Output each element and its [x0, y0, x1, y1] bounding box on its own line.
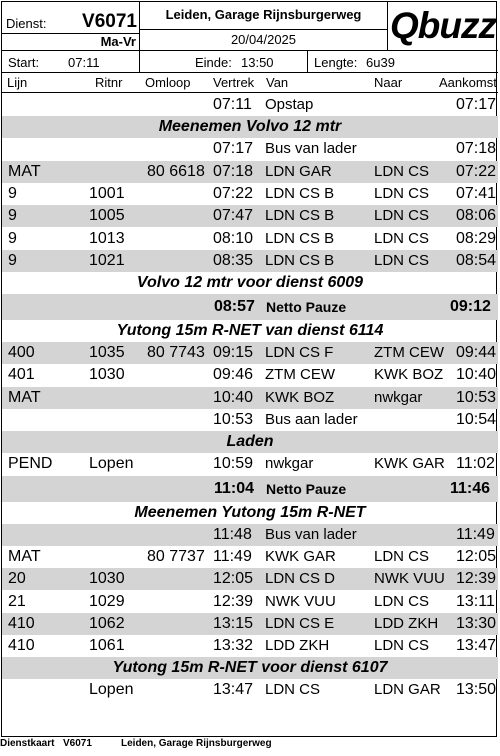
col-naar: Naar — [374, 75, 403, 90]
cell-lijn: 9 — [8, 207, 17, 225]
cell-ritnr: 1021 — [89, 251, 125, 269]
table-row — [2, 568, 498, 590]
table-row — [2, 364, 498, 386]
cell-aankomst: 13:11 — [456, 592, 495, 610]
cell-ritnr: 1013 — [89, 229, 125, 247]
date: 20/04/2025 — [230, 32, 297, 47]
col-ritnr: Ritnr — [95, 75, 123, 90]
cell-van: ZTM CEW — [265, 366, 335, 384]
section-title: Yutong 15m R-NET van dienst 6114 — [116, 322, 384, 340]
table-row — [2, 387, 498, 409]
col-vertrek: Vertrek — [213, 75, 255, 90]
cell-lijn: MAT — [8, 547, 41, 565]
cell-lijn: 9 — [8, 184, 17, 202]
length-cell — [308, 51, 498, 73]
cell-naar: ZTM CEW — [374, 344, 444, 362]
table-row — [2, 228, 498, 250]
col-omloop: Omloop — [145, 75, 191, 90]
cell-naar: KWK BOZ — [374, 366, 444, 384]
cell-ritnr: 1001 — [89, 184, 125, 202]
cell-lijn: 410 — [8, 614, 35, 632]
cell-naar: LDN CS — [374, 637, 430, 655]
cell-naar: LDN CS — [374, 592, 430, 610]
cell-aankomst: 12:39 — [456, 570, 497, 588]
cell-van: LDN CS B — [265, 184, 335, 202]
cell-vertrek: 12:05 — [213, 570, 254, 588]
cell-van: KWK BOZ — [265, 388, 335, 406]
start-label: Start: — [8, 55, 40, 70]
cell-naar: LDN CS — [374, 251, 430, 269]
pause-start: 11:04 — [214, 479, 255, 497]
cell-vertrek: 10:59 — [213, 455, 254, 473]
table-row — [2, 409, 498, 431]
cell-aankomst: 08:29 — [456, 229, 497, 247]
cell-vertrek: 11:48 — [213, 525, 252, 543]
cell-ritnr: 1035 — [89, 344, 125, 362]
pause-end: 11:46 — [450, 479, 491, 497]
footer-dienst: V6071 — [63, 738, 92, 749]
cell-aankomst: 11:49 — [456, 525, 495, 543]
cell-aankomst: 07:18 — [456, 140, 497, 158]
cell-ritnr: 1030 — [89, 366, 125, 384]
table-row — [2, 546, 498, 568]
length-label: Lengte: — [314, 55, 358, 70]
cell-aankomst: 12:05 — [456, 547, 497, 565]
table-row — [2, 138, 498, 160]
logo-box — [388, 2, 498, 51]
cell-aankomst: 07:22 — [456, 162, 497, 180]
day-type-box — [2, 34, 140, 51]
table-row — [2, 613, 498, 635]
end-value: 13:50 — [241, 55, 274, 70]
cell-aankomst: 13:47 — [456, 637, 497, 655]
cell-lijn: 410 — [8, 637, 35, 655]
cell-vertrek: 11:49 — [213, 547, 252, 565]
cell-vertrek: 13:32 — [213, 637, 254, 655]
cell-vertrek: 09:15 — [213, 344, 254, 362]
cell-aankomst: 08:06 — [456, 207, 497, 225]
pause-start: 08:57 — [214, 298, 255, 316]
cell-omloop: 80 7737 — [147, 547, 205, 565]
cell-van: Bus van lader — [265, 140, 357, 158]
cell-naar: LDN CS — [374, 162, 430, 180]
table-row — [2, 524, 498, 546]
cell-van: LDN CS D — [265, 570, 336, 588]
cell-van: LDD ZKH — [265, 637, 330, 655]
table-row — [2, 250, 498, 272]
cell-naar: LDN CS — [374, 184, 430, 202]
cell-van: LDN CS B — [265, 251, 335, 269]
cell-lijn: 400 — [8, 344, 35, 362]
cell-vertrek: 13:47 — [213, 681, 254, 699]
col-aankomst: Aankomst — [439, 75, 497, 90]
table-row — [2, 205, 498, 227]
dienst-box — [2, 2, 140, 34]
pause-row — [2, 294, 498, 320]
cell-vertrek: 09:46 — [213, 366, 254, 384]
cell-lijn: PEND — [8, 455, 53, 473]
section-title: Laden — [2, 431, 498, 453]
footer-label: Dienstkaart — [0, 738, 55, 749]
cell-aankomst: 09:44 — [456, 344, 497, 362]
table-row — [2, 591, 498, 613]
cell-ritnr: 1061 — [89, 637, 125, 655]
cell-lijn: 20 — [8, 570, 26, 588]
table-row — [2, 183, 498, 205]
cell-lijn: MAT — [8, 388, 41, 406]
cell-lijn: 401 — [8, 366, 35, 384]
table-row — [2, 342, 498, 364]
cell-vertrek: 10:53 — [213, 411, 254, 428]
column-header-row — [2, 73, 498, 93]
table-row — [2, 161, 498, 183]
cell-vertrek: 07:18 — [213, 162, 254, 180]
cell-lijn: 9 — [8, 251, 17, 269]
cell-van: LDN CS B — [265, 207, 335, 225]
cell-ritnr: 1030 — [89, 570, 125, 588]
cell-van: Bus van lader — [265, 525, 357, 543]
cell-van: LDN GAR — [265, 162, 332, 180]
cell-aankomst: 10:53 — [456, 388, 497, 406]
cell-aankomst: 13:30 — [456, 614, 497, 632]
cell-vertrek: 12:39 — [213, 592, 254, 610]
cell-naar: nwkgar — [374, 388, 423, 406]
col-lijn: Lijn — [7, 75, 28, 90]
end-label: Einde: — [195, 55, 232, 70]
table-row — [2, 635, 498, 657]
cell-vertrek: 10:40 — [213, 388, 254, 406]
table-row — [2, 94, 498, 116]
footer-location: Leiden, Garage Rijnsburgerweg — [121, 738, 272, 749]
cell-naar: NWK VUU — [374, 570, 445, 588]
cell-aankomst: 07:41 — [456, 184, 497, 202]
cell-van: LDN CS F — [265, 344, 334, 362]
cell-van: Bus aan lader — [265, 411, 358, 428]
cell-naar: LDD ZKH — [374, 614, 439, 632]
location-box — [140, 2, 388, 30]
cell-aankomst: 13:50 — [456, 681, 497, 699]
cell-van: LDN CS B — [265, 229, 335, 247]
cell-vertrek: 08:35 — [213, 251, 254, 269]
cell-ritnr: 1005 — [89, 207, 125, 225]
cell-vertrek: 07:11 — [213, 96, 252, 113]
dienst-label: Dienst: — [6, 16, 47, 31]
section-title: Meenemen Yutong 15m R-NET — [134, 503, 366, 521]
cell-van: Opstap — [265, 96, 314, 113]
cell-aankomst: 08:54 — [456, 251, 497, 269]
pause-label: Netto Pauze — [266, 299, 347, 316]
cell-lijn: 21 — [8, 592, 26, 610]
cell-aankomst: 11:02 — [456, 455, 495, 473]
cell-naar: LDN CS — [374, 547, 430, 565]
cell-vertrek: 07:22 — [213, 184, 254, 202]
cell-ritnr: 1062 — [89, 614, 125, 632]
cell-vertrek: 08:10 — [213, 229, 254, 247]
cell-vertrek: 13:15 — [213, 614, 254, 632]
cell-omloop: 80 6618 — [147, 162, 205, 180]
date-box — [140, 30, 388, 51]
length-value: 6u39 — [366, 55, 395, 70]
pause-row — [2, 476, 498, 502]
table-row — [2, 679, 498, 701]
cell-lijn: MAT — [8, 162, 41, 180]
qbuzz-logo: Qbuzz — [390, 5, 496, 46]
duty-card — [1, 1, 497, 737]
pause-end: 09:12 — [450, 298, 491, 316]
cell-van: KWK GAR — [265, 547, 336, 565]
cell-van: LDN CS E — [265, 614, 335, 632]
section-title: Volvo 12 mtr voor dienst 6009 — [136, 274, 364, 292]
day-type: Ma-Vr — [100, 34, 136, 49]
cell-aankomst: 10:54 — [456, 411, 497, 428]
cell-vertrek: 07:47 — [213, 207, 254, 225]
section-title: Yutong 15m R-NET voor dienst 6107 — [2, 657, 498, 679]
section-title: Meenemen Volvo 12 mtr — [2, 116, 498, 138]
end-cell — [140, 51, 308, 73]
cell-naar: LDN CS — [374, 229, 430, 247]
cell-naar: LDN CS — [374, 207, 430, 225]
location: Leiden, Garage Rijnsburgerweg — [165, 7, 362, 22]
cell-aankomst: 10:40 — [456, 366, 497, 384]
pause-label: Netto Pauze — [266, 480, 347, 497]
cell-lijn: 9 — [8, 229, 17, 247]
dienst-number: V6071 — [82, 11, 137, 32]
cell-van: LDN CS — [265, 681, 321, 699]
cell-van: nwkgar — [265, 455, 314, 473]
start-value: 07:11 — [68, 55, 100, 70]
cell-naar: LDN GAR — [374, 681, 441, 699]
cell-omloop: 80 7743 — [147, 344, 205, 362]
cell-ritnr: Lopen — [89, 455, 134, 473]
table-row — [2, 453, 498, 475]
cell-ritnr: Lopen — [89, 681, 134, 699]
start-cell — [2, 51, 140, 73]
cell-ritnr: 1029 — [89, 592, 125, 610]
cell-naar: KWK GAR — [374, 455, 445, 473]
col-van: Van — [266, 75, 289, 90]
cell-aankomst: 07:17 — [456, 96, 497, 113]
cell-vertrek: 07:17 — [213, 140, 254, 158]
cell-van: NWK VUU — [265, 592, 336, 610]
